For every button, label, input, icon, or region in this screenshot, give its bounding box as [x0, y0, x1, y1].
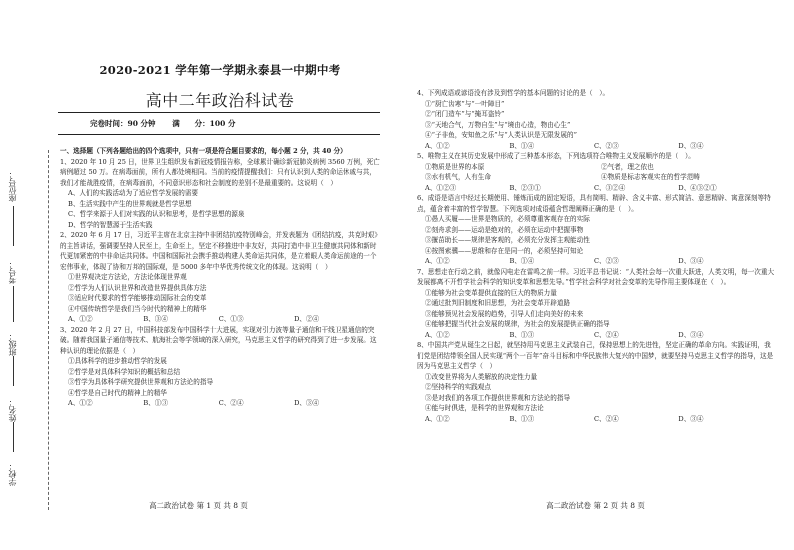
- answer-d[interactable]: D、③④: [294, 399, 320, 407]
- student-info-sidebar: [0, 150, 40, 510]
- statement-1: ①“厨亡齿寒”与“一叶障目”: [425, 99, 505, 108]
- school-label: 学校：: [8, 462, 17, 486]
- exam-subtitle: 高中二年政治科试卷: [145, 91, 295, 110]
- answer-d[interactable]: D、②④: [294, 315, 320, 323]
- name-line[interactable]: [13, 422, 14, 452]
- answer-b[interactable]: B、②③①: [509, 183, 541, 192]
- option-c[interactable]: C、哲学来源于人们对实践的认识和思考，是哲学思想的源泉: [68, 210, 245, 218]
- answer-b[interactable]: B、①③: [509, 414, 535, 423]
- answer-choices: [417, 256, 777, 267]
- class-label: 班级：: [8, 332, 17, 356]
- question-stem: 6、成语是语言中经过长期使用、锤炼而成的固定短语，具有简明、精辟、含义丰富、形式简洁、意思精辟、寓意深刻等特点，蕴含着丰富的哲学智慧。下列选项对成语蕴含哲理阐释正确的是（ ）。: [417, 194, 771, 213]
- question-stem: 4、下列成语或谚语没有涉及到哲学的基本问题的讨论的是（ ）。: [417, 89, 610, 97]
- answer-choices: [60, 314, 382, 325]
- statement-3: ③适应时代要求的哲学能够推动国际社会的变革: [68, 294, 207, 302]
- right-page: [397, 0, 794, 550]
- statement-2: ②哲学是对具体科学知识的概括和总结: [68, 367, 181, 376]
- statement-4: ④按图索骥——思维和存在是同一的，必须坚持可知论: [425, 246, 584, 255]
- answer-b[interactable]: B、①③: [509, 330, 535, 339]
- header-rule-bottom: [58, 134, 380, 135]
- statement-2: ②坚持科学的实践观点: [425, 383, 491, 391]
- answer-a[interactable]: A、①②: [425, 257, 450, 265]
- question-6: [417, 193, 777, 267]
- answer-b[interactable]: B、①③: [143, 399, 168, 407]
- question-3: [60, 325, 382, 409]
- question-stem: 5、唯物主义在其历史发展中形成了三种基本形态，下列选项符合唯物主义发展顺序的是（ ）。: [417, 152, 695, 160]
- header-rule-top: [58, 112, 380, 113]
- statements-row-1: [417, 162, 777, 173]
- answer-choices: [417, 414, 777, 425]
- page-footer: 高二政治试卷 第 1 页 共 8 页: [149, 501, 248, 510]
- answer-a[interactable]: A、①②: [68, 315, 93, 323]
- statement-1: ①愚人买履——世界是物质的，必须尊重客观存在的实际: [425, 215, 590, 223]
- statement-4: ④哲学是自己时代的精神上的精华: [68, 388, 167, 397]
- answer-a[interactable]: A、①②: [425, 414, 450, 423]
- statement-4: ④能够把握当代社会发展的规律，为社会的发展提供正确的指导: [425, 320, 610, 328]
- question-8: [417, 340, 777, 424]
- binding-line: [48, 150, 49, 510]
- option-b[interactable]: B、生活实践中产生的世界观就是哲学思想: [68, 199, 192, 208]
- answer-c[interactable]: C、②③: [593, 257, 619, 265]
- statement-3: ③水有机气，人有生命: [425, 173, 491, 181]
- statement-3: ③能够预见社会发展的趋势，引导人们走向美好的未来: [425, 309, 584, 318]
- statement-4: ④物质是标志客观实在的哲学范畴: [601, 173, 700, 181]
- answer-choices: [417, 141, 777, 152]
- question-stem: 8、中国共产党从诞生之日起，就坚持用马克思主义武装自己，保持思想上的先进性，坚定正确的革命方向。实践证明，我们党是团结带领全国人民实现“两个一百年”奋斗目标和中华民族伟大复兴的中国梦，就要坚持马克思主义哲学的指导，这是因为马克思主义哲学（ ）: [417, 341, 774, 370]
- option-d[interactable]: D、哲学的智慧源于生活实践: [68, 220, 153, 229]
- statement-1: ①世界观决定方法论，方法论体现世界观: [68, 273, 187, 281]
- answer-c[interactable]: C、②③: [593, 141, 619, 150]
- statement-4: ④能与时俱进，是科学的世界观和方法论: [425, 404, 544, 412]
- exam-info: [90, 118, 360, 129]
- answer-c[interactable]: C、③②④: [593, 183, 626, 192]
- question-stem: 3、2020 年 2 月 27 日，中国科技部发布中国科学十大进展，实现对引力波等量子通信和干线卫星通信的突破。随着我国量子通信等技术、航海社会等学领域的深入研究，马克思主义哲学的研究得到了进一步发展。这种认识的理论依据是（ ）: [60, 325, 377, 355]
- question-5: [417, 151, 777, 193]
- answer-c[interactable]: C、②④: [593, 414, 619, 423]
- page-footer: 高二政治试卷 第 2 页 共 8 页: [546, 501, 645, 510]
- answer-d[interactable]: D、④③②①: [678, 183, 717, 192]
- answer-choices: [417, 183, 777, 194]
- statement-1: ①物质是世界的本原: [425, 162, 485, 171]
- left-questions: [60, 146, 382, 409]
- statement-3: ③哲学为具体科学研究提供世界观和方法论的指导: [68, 378, 214, 386]
- statement-2: ②气者，理之依也: [601, 162, 654, 171]
- statement-4: ④中国传统哲学是我们当今时代的精神上的精华: [68, 304, 207, 313]
- exam-title: 2020-2021 学年第一学期永泰县一中期中考: [99, 63, 341, 77]
- exam-number-label: 考号：: [8, 260, 17, 284]
- statement-2: ②哲学为人们认识世界和改造世界提供具体方法: [68, 283, 207, 292]
- class-line[interactable]: [13, 356, 14, 386]
- answer-d[interactable]: D、③④: [678, 414, 704, 423]
- question-stem: 2、2020 年 6 月 17 日，习近平主席在北京主持中非团结抗疫特别峰会，并发表题为《团结抗疫，共克时艰》的主旨讲话，强调要坚持人民至上，生命至上，坚定不移推进中非友好，共同打造中非卫生健康共同体和新时代更加紧密的中非命运共同体。中国和国际社会携手推动构建人类命运共同体，是立着眼人类命运前途的一个宏伟事业，体现了协和万邦的国际观，是 5000 多年中华优秀传统文化的体现。这说明（ ）: [60, 231, 381, 271]
- answer-a[interactable]: A、①②: [425, 330, 450, 339]
- exam-time: 完卷时间：90 分钟: [90, 119, 156, 128]
- statement-3: ③揠苗助长——规律是客观的，必须充分发挥主观能动性: [425, 236, 590, 244]
- question-2: [60, 230, 382, 325]
- statement-1: ①改变世界将为人类解放的决定性力量: [425, 372, 538, 381]
- answer-b[interactable]: B、③④: [143, 315, 168, 323]
- answer-d[interactable]: D、③④: [678, 330, 704, 339]
- name-label: 姓名：: [8, 398, 17, 422]
- answer-d[interactable]: D、③④: [678, 257, 704, 265]
- seat-number-line[interactable]: [13, 206, 14, 246]
- seat-number-label: 座位号：: [8, 170, 17, 202]
- exam-score: 满 分：100 分: [172, 119, 236, 128]
- section-heading: 一、选择题（下列各题给出的四个选项中，只有一项是符合题目要求的，每小题 2 分，共 40 分）: [60, 147, 347, 155]
- answer-d[interactable]: D、③④: [678, 141, 704, 150]
- option-a[interactable]: A、人们的实践活动为了适应哲学发展的需要: [68, 189, 199, 197]
- question-stem: 1、2020 年 10 月 25 日，世界卫生组织发布新冠疫情报告称，全球累计确诊新冠肺炎病例 3560 万例，死亡病例超过 50 万。在病毒面前，所有人都处境相同。当前的疫情提醒我们：只有认识到人类的命运休戚与共，我们才能战胜疫情，在病毒面前，不同意识形态和社会制度的差别不是最重要的。这说明（ ）: [60, 157, 380, 187]
- question-stem: 7、思想走在行动之前，就像闪电走在雷鸣之前一样。习近平总书记说：“人类社会每一次重大跃进，人类文明，每一次重大发展都离不开哲学社会科学的知识变革和思想先导。”哲学社会科学对社会变革的先导作用主要体现在（ ）。: [417, 267, 775, 286]
- statement-1: ①能够为社会变革提供直接的巨大的物质力量: [425, 288, 557, 297]
- right-questions: [417, 88, 777, 424]
- statement-4: ④“子非鱼，安知鱼之乐”与“人类认识是无限发展的”: [425, 131, 577, 139]
- question-4: [417, 88, 777, 151]
- statements-row-2: [417, 172, 777, 183]
- answer-choices: [417, 330, 777, 341]
- answer-a[interactable]: A、①②: [425, 141, 450, 150]
- exam-number-line[interactable]: [13, 286, 14, 322]
- answer-choices: [60, 398, 382, 409]
- statement-2: ②通过批判旧制度和旧思想，为社会变革开辟道路: [425, 299, 571, 307]
- question-1: [60, 157, 382, 231]
- answer-c[interactable]: C、②④: [593, 330, 619, 339]
- statement-3: ③“天地合气，万物自生”与“境由心造，物由心生”: [425, 120, 571, 129]
- answer-a[interactable]: A、①②③: [425, 183, 457, 192]
- answer-c[interactable]: C、②④: [218, 399, 244, 407]
- statement-3: ③是对我们的各项工作提供世界观和方法论的指导: [425, 393, 571, 402]
- answer-b[interactable]: B、①④: [509, 257, 535, 265]
- statement-2: ②“闭门造车”与“掩耳盗铃”: [425, 110, 505, 118]
- answer-c[interactable]: C、①③: [218, 315, 244, 323]
- answer-a[interactable]: A、①②: [68, 399, 93, 407]
- statement-2: ②刻舟求剑——运动是绝对的，必须在运动中把握事物: [425, 225, 584, 234]
- answer-b[interactable]: B、①④: [509, 141, 535, 150]
- question-7: [417, 267, 777, 341]
- statement-1: ①具体科学的进步推动哲学的发展: [68, 357, 167, 365]
